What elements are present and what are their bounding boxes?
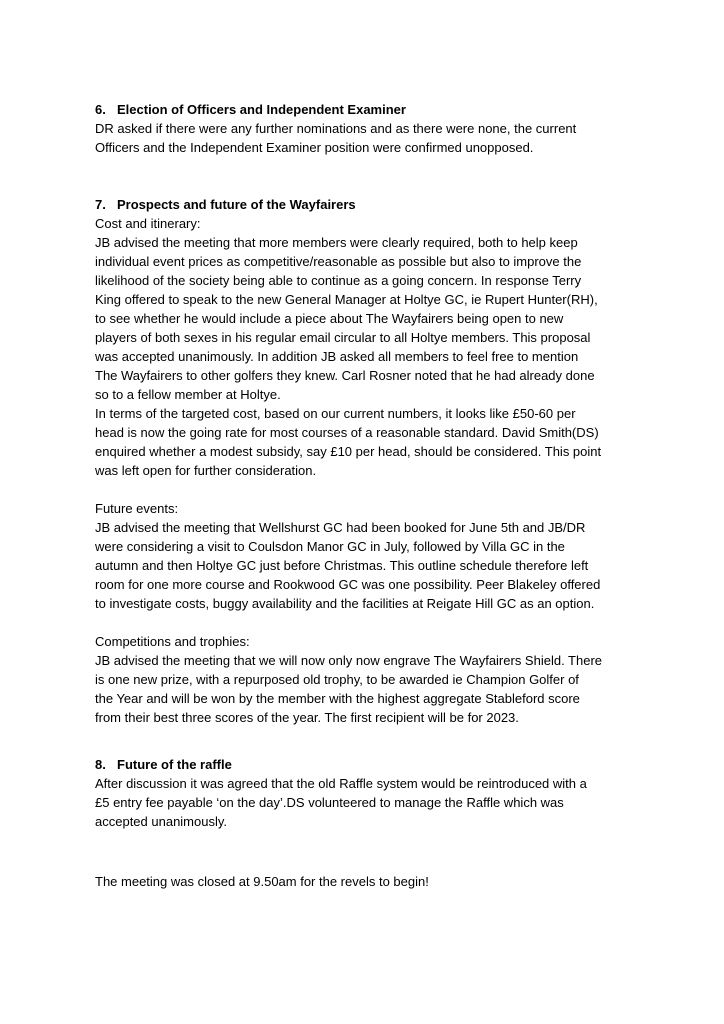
- paragraph-line: DR asked if there were any further nominations and as there were none, the current: [95, 121, 577, 136]
- paragraph-line: is one new prize, with a repurposed old trophy, to be awarded ie Champion Golfer of: [95, 672, 579, 687]
- paragraph-line: Officers and the Independent Examiner position were confirmed unopposed.: [95, 140, 534, 155]
- paragraph-line: JB advised the meeting that Wellshurst GC had been booked for June 5th and JB/DR: [95, 520, 586, 535]
- paragraph-line: individual event prices as competitive/reasonable as possible but also to improve the: [95, 254, 582, 269]
- paragraph-line: likelihood of the society being able to continue as a going concern. In response Terry: [95, 273, 582, 288]
- section-number: 7.: [95, 197, 106, 212]
- paragraph-line: to investigate costs, buggy availability and the facilities at Reigate Hill GC as an option.: [95, 596, 595, 611]
- paragraph-line: the Year and will be won by the member with the highest aggregate Stableford score: [95, 691, 580, 706]
- section-8-heading: [95, 755, 232, 774]
- paragraph-line: enquired whether a modest subsidy, say £10 per head, should be considered. This point: [95, 444, 602, 459]
- paragraph-line: so to a fellow member at Holtye.: [95, 387, 281, 402]
- paragraph-line: players of both sexes in his regular email circular to all Holtye members. This proposal: [95, 330, 591, 345]
- section-title: Future of the raffle: [117, 757, 232, 772]
- closing-line: The meeting was closed at 9.50am for the revels to begin!: [95, 874, 429, 889]
- section-number: 8.: [95, 757, 106, 772]
- subheading-competitions: Competitions and trophies:: [95, 634, 250, 649]
- paragraph-line: JB advised the meeting that we will now only now engrave The Wayfairers Shield. There: [95, 653, 603, 668]
- paragraph-line: The Wayfairers to other golfers they knew. Carl Rosner noted that he had already done: [95, 368, 595, 383]
- paragraph-line: were considering a visit to Coulsdon Manor GC in July, followed by Villa GC in the: [95, 539, 565, 554]
- paragraph-line: head is now the going rate for most courses of a reasonable standard. David Smith(DS): [95, 425, 599, 440]
- paragraph-line: was left open for further consideration.: [95, 463, 317, 478]
- paragraph-line: autumn and then Holtye GC just before Christmas. This outline schedule therefore left: [95, 558, 589, 573]
- section-title: Prospects and future of the Wayfairers: [117, 197, 356, 212]
- paragraph-line: After discussion it was agreed that the old Raffle system would be reintroduced with a: [95, 776, 587, 791]
- paragraph-line: In terms of the targeted cost, based on our current numbers, it looks like £50-60 per: [95, 406, 576, 421]
- paragraph-line: £5 entry fee payable ‘on the day’.DS volunteered to manage the Raffle which was: [95, 795, 564, 810]
- paragraph-line: was accepted unanimously. In addition JB asked all members to feel free to mention: [95, 349, 579, 364]
- subheading-events: Future events:: [95, 501, 179, 516]
- paragraph-line: to see whether he would include a piece about The Wayfairers being open to new: [95, 311, 564, 326]
- paragraph-line: King offered to speak to the new General Manager at Holtye GC, ie Rupert Hunter(RH),: [95, 292, 598, 307]
- paragraph-line: from their best three scores of the year. The first recipient will be for 2023.: [95, 710, 519, 725]
- section-number: 6.: [95, 102, 106, 117]
- paragraph-line: JB advised the meeting that more members were clearly required, both to help keep: [95, 235, 578, 250]
- paragraph-line: room for one more course and Rookwood GC was one possibility. Peer Blakeley offered: [95, 577, 601, 592]
- paragraph-line: accepted unanimously.: [95, 814, 228, 829]
- section-title: Election of Officers and Independent Examiner: [117, 102, 406, 117]
- section-7-heading: [95, 195, 356, 214]
- subheading-cost: Cost and itinerary:: [95, 216, 201, 231]
- section-6-heading: [95, 100, 406, 119]
